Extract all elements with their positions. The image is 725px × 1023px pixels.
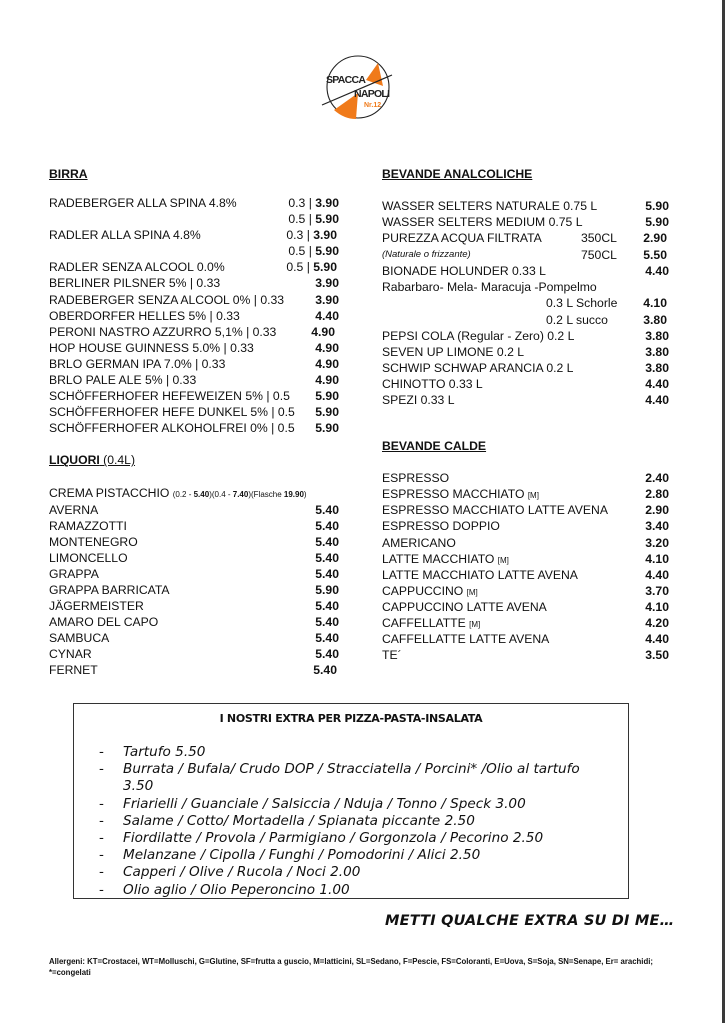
menu-item [49, 550, 339, 566]
menu-item [49, 227, 339, 243]
menu-item [49, 324, 339, 340]
item-price: 4.40 [315, 308, 339, 323]
milk-tag: [M] [497, 555, 509, 565]
item-price: 4.40 [645, 632, 669, 647]
menu-item [382, 328, 669, 344]
extra-text: Tartufo 5.50 [123, 744, 206, 760]
item-price: 2.90 [643, 231, 667, 246]
item-label: CAFFELLATTE [382, 615, 470, 630]
menu-item [49, 404, 339, 420]
item-name: WASSER SELTERS MEDIUM 0.75 L [382, 215, 583, 230]
menu-item [382, 486, 669, 502]
item-name: GRAPPA [49, 566, 99, 581]
item-size: 750CL [581, 248, 617, 263]
item-price [288, 211, 339, 227]
extra-item [99, 761, 628, 795]
menu-item [382, 279, 669, 295]
item-price: 4.20 [645, 615, 669, 630]
right-column [382, 166, 669, 663]
item-price: 5.90 [315, 389, 339, 404]
item-price: 4.10 [645, 599, 669, 614]
item-price: 5.40 [313, 663, 337, 678]
menu-item [49, 243, 339, 259]
extras-title: I NOSTRI EXTRA PER PIZZA-PASTA-INSALATA [219, 712, 483, 725]
item-size: 0.3 | [288, 196, 316, 210]
extras-list [74, 744, 628, 899]
item-name: BRLO PALE ALE 5% | 0.33 [49, 373, 197, 388]
crema-price-1: 5.40 [193, 490, 210, 500]
menu-item [49, 614, 339, 630]
item-name: SCHÖFFERHOFER ALKOHOLFREI 0% | 0.5 [49, 421, 295, 436]
menu-item [382, 312, 669, 328]
item-price-value: 5.90 [315, 212, 339, 227]
item-name: PUREZZA ACQUA FILTRATA [382, 231, 542, 246]
menu-item [382, 647, 669, 663]
item-name: SEVEN UP LIMONE 0.2 L [382, 344, 525, 359]
crema-size-3: )(Flasche [248, 490, 284, 500]
menu-item [49, 259, 339, 275]
item-name [382, 599, 547, 615]
item-label: LATTE MACCHIATO LATTE AVENA [382, 567, 578, 582]
item-name: AMARO DEL CAPO [49, 615, 159, 630]
menu-item [49, 662, 339, 678]
bullet-dash: - [99, 847, 104, 864]
item-name: CYNAR [49, 647, 92, 662]
item-price: 3.80 [645, 328, 669, 343]
menu-item [49, 630, 339, 646]
item-name: BIONADE HOLUNDER 0.33 L [382, 264, 546, 279]
item-price: 5.90 [645, 199, 669, 213]
menu-item [382, 470, 669, 486]
item-name: SCHÖFFERHOFER HEFEWEIZEN 5% | 0.5 [49, 389, 290, 404]
section-heading-birra: BIRRA [49, 167, 88, 181]
item-label: AMERICANO [382, 535, 456, 550]
item-name: GRAPPA BARRICATA [49, 582, 170, 597]
item-name [382, 647, 402, 663]
item-size: 0.5 | [288, 244, 316, 259]
item-label: LATTE MACCHIATO [382, 551, 498, 566]
menu-item [382, 551, 669, 567]
extra-item [99, 864, 628, 881]
item-name [382, 535, 456, 551]
item-name: Rabarbaro- Mela- Maracuja -Pompelmo [382, 280, 597, 295]
item-price: 3.90 [315, 292, 339, 307]
item-name: WASSER SELTERS NATURALE 0.75 L [382, 199, 598, 213]
item-price: 4.90 [311, 324, 335, 339]
item-name [382, 631, 549, 647]
item-price: 3.80 [645, 360, 669, 375]
crema-size-2: )(0.4 - [209, 490, 233, 500]
item-price: 5.40 [315, 502, 339, 517]
item-price: 4.10 [645, 551, 669, 566]
item-size: 0.3 | [286, 228, 314, 243]
extra-text: Melanzane / Cipolla / Funghi / Pomodorini / Alici 2.50 [123, 847, 481, 864]
logo-text-nr: Nr.12 [364, 102, 382, 109]
menu-item [49, 340, 339, 356]
left-column [49, 166, 339, 679]
menu-item [382, 198, 669, 214]
item-price: 4.40 [645, 376, 669, 391]
liquori-list [49, 502, 339, 679]
extra-text: Salame / Cotto/ Mortadella / Spianata piccante 2.50 [123, 812, 475, 829]
crema-price-2: 7.40 [232, 490, 249, 500]
item-price: 4.40 [645, 264, 669, 279]
item-name: CHINOTTO 0.33 L [382, 376, 483, 391]
extra-text: Olio aglio / Olio Peperoncino 1.00 [123, 881, 350, 898]
item-price: 3.20 [645, 535, 669, 550]
item-name: RADEBERGER ALLA SPINA 4.8% [49, 196, 237, 210]
crema-close: ) [303, 490, 307, 500]
item-size: 0.3 L Schorle [546, 296, 618, 311]
item-name: HOP HOUSE GUINNESS 5.0% | 0.33 [49, 340, 254, 355]
extras-box [73, 703, 629, 899]
item-label: CAPPUCCINO LATTE AVENA [382, 599, 547, 614]
item-price: 5.50 [643, 248, 667, 263]
menu-item [49, 420, 339, 436]
menu-item [49, 518, 339, 534]
item-name [382, 567, 578, 583]
bullet-dash: - [99, 744, 104, 760]
extra-text: Capperi / Olive / Rucola / Noci 2.00 [123, 864, 361, 881]
item-price-value: 3.90 [313, 228, 337, 243]
item-name: PERONI NASTRO AZZURRO 5,1% | 0.33 [49, 324, 277, 339]
item-price: 2.40 [645, 471, 669, 486]
menu-item [49, 534, 339, 550]
bullet-dash: - [99, 812, 104, 829]
item-size: 0.2 L succo [546, 312, 608, 327]
item-name [382, 502, 608, 518]
bullet-dash: - [99, 830, 104, 847]
item-name: SAMBUCA [49, 631, 110, 646]
item-price: 3.80 [643, 312, 667, 327]
item-name: BERLINER PILSNER 5% | 0.33 [49, 276, 221, 291]
menu-item [49, 308, 339, 324]
item-price [288, 195, 339, 211]
item-price: 3.80 [645, 344, 669, 359]
menu-item [382, 631, 669, 647]
item-price: 5.90 [315, 405, 339, 420]
item-label: CAPPUCCINO [382, 583, 467, 598]
item-size: 0.5 | [286, 260, 314, 275]
tagline: METTI QUALCHE EXTRA SU DI ME… [385, 913, 675, 929]
item-name: SCHÖFFERHOFER HEFE DUNKEL 5% | 0.5 [49, 405, 295, 420]
menu-item [49, 275, 339, 291]
item-price: 5.90 [315, 421, 339, 436]
menu-item-crema-pistacchio [49, 485, 339, 501]
item-price: 5.40 [315, 550, 339, 565]
liquori-subtitle: (0.4L) [99, 453, 136, 468]
item-price: 2.90 [645, 503, 669, 518]
item-price [288, 243, 339, 259]
extra-item [99, 882, 628, 899]
item-name: FERNET [49, 663, 98, 678]
item-price: 2.80 [645, 487, 669, 502]
item-price: 3.40 [645, 519, 669, 534]
item-label: ESPRESSO [382, 471, 450, 486]
item-price-value: 5.90 [313, 260, 337, 275]
item-name: BRLO GERMAN IPA 7.0% | 0.33 [49, 356, 226, 371]
item-name: RAMAZZOTTI [49, 518, 127, 533]
item-name: RADEBERGER SENZA ALCOOL 0% | 0.33 [49, 292, 285, 307]
logo-text-spacca: SPACCA [326, 74, 366, 86]
menu-item [49, 388, 339, 404]
extra-text: Friarielli / Guanciale / Salsiccia / Nduja / Tonno / Speck 3.00 [123, 795, 526, 812]
item-name: MONTENEGRO [49, 534, 138, 549]
calde-list [382, 470, 669, 663]
item-price: 4.10 [643, 296, 667, 311]
item-price [286, 259, 337, 275]
birra-list [49, 195, 339, 436]
menu-item [49, 598, 339, 614]
item-name: SPEZI 0.33 L [382, 393, 455, 408]
extra-item [99, 813, 628, 830]
item-name: (Naturale o frizzante) [382, 249, 471, 261]
menu-item [382, 295, 669, 311]
crema-price-3: 19.90 [283, 490, 304, 500]
item-price: 4.90 [315, 340, 339, 355]
item-price: 3.90 [315, 276, 339, 291]
liquori-title: LIQUORI [49, 453, 100, 468]
item-price: 5.40 [315, 518, 339, 533]
menu-item [382, 535, 669, 551]
menu-item [382, 392, 669, 408]
item-price: 4.40 [645, 567, 669, 582]
menu-item [49, 582, 339, 598]
item-label: CAFFELLATTE LATTE AVENA [382, 632, 550, 647]
item-price: 5.40 [315, 647, 339, 662]
menu-item [382, 376, 669, 392]
menu-item [382, 615, 669, 631]
bullet-dash: - [99, 864, 104, 881]
item-name: AVERNA [49, 502, 99, 517]
item-price: 3.50 [645, 648, 669, 663]
analcoliche-list [382, 198, 669, 408]
menu-item [382, 583, 669, 599]
milk-tag: [M] [466, 587, 478, 597]
item-name: LIMONCELLO [49, 550, 128, 565]
item-name: CREMA PISTACCHIO [49, 486, 173, 501]
menu-item [49, 566, 339, 582]
menu-item [49, 646, 339, 662]
item-price: 5.40 [315, 615, 339, 630]
item-price: 5.40 [315, 566, 339, 581]
milk-tag: [M] [527, 491, 539, 501]
extra-text: Fiordilatte / Provola / Parmigiano / Gorgonzola / Pecorino 2.50 [123, 830, 544, 847]
menu-item [382, 344, 669, 360]
bullet-dash: - [99, 881, 104, 898]
item-price: 5.40 [315, 599, 339, 614]
spacca-napoli-logo [320, 49, 396, 125]
item-name [382, 518, 500, 534]
menu-item [382, 567, 669, 583]
menu-item [382, 360, 669, 376]
menu-item [382, 230, 669, 247]
item-price [286, 227, 337, 243]
item-price: 5.90 [645, 215, 669, 230]
item-name: PEPSI COLA (Regular - Zero) 0.2 L [382, 328, 575, 343]
allergens-note: Allergeni: KT=Crostacei, WT=Molluschi, G=Glutine, SF=frutta a guscio, M=latticini, SL=Sedano, F=Pescie, FS=Coloranti, E=Uova, S=Soja, SN=Senape, Er= arachidi; *=congelati [49, 957, 653, 977]
extra-item [99, 847, 628, 864]
item-label: ESPRESSO MACCHIATO [382, 487, 528, 502]
item-size: 350CL [581, 231, 617, 246]
menu-item [49, 195, 339, 211]
section-heading-analcoliche: BEVANDE ANALCOLICHE [382, 167, 533, 181]
bullet-dash: - [99, 795, 104, 812]
item-name [382, 470, 449, 486]
item-price: 3.70 [645, 583, 669, 598]
menu-item [382, 263, 669, 279]
item-label: ESPRESSO MACCHIATO LATTE AVENA [382, 503, 608, 518]
menu-item [382, 599, 669, 615]
extra-item [99, 830, 628, 847]
menu-item [49, 372, 339, 388]
menu-item [49, 356, 339, 372]
crema-size-1: (0.2 - [172, 490, 194, 500]
item-price: 4.90 [315, 356, 339, 371]
item-size: 0.5 | [288, 212, 316, 227]
menu-item [382, 518, 669, 534]
menu-item [382, 502, 669, 518]
item-name: RADLER ALLA SPINA 4.8% [49, 228, 201, 243]
item-name: SCHWIP SCHWAP ARANCIA 0.2 L [382, 360, 574, 375]
section-heading-liquori [49, 452, 339, 468]
item-label: ESPRESSO DOPPIO [382, 519, 500, 534]
item-price: 5.40 [315, 631, 339, 646]
menu-item [49, 502, 339, 518]
logo-text-napoli: NAPOLI [354, 88, 390, 100]
item-name: JÄGERMEISTER [49, 599, 144, 614]
item-label: TE´ [382, 648, 402, 663]
item-price-value: 3.90 [315, 196, 339, 210]
menu-item [382, 214, 669, 230]
section-heading-calde: BEVANDE CALDE [382, 439, 487, 454]
extra-text: Burrata / Bufala/ Crudo DOP / Stracciatella / Porcini* /Olio al tartufo 3.50 [123, 761, 580, 795]
item-name: RADLER SENZA ALCOOL 0.0% [49, 260, 225, 275]
item-price: 5.90 [315, 582, 339, 597]
item-name: OBERDORFER HELLES 5% | 0.33 [49, 308, 240, 323]
item-price: 5.40 [315, 534, 339, 549]
menu-item [49, 292, 339, 308]
item-price-value: 5.90 [315, 244, 339, 259]
extra-item [99, 744, 628, 761]
item-price: 4.40 [645, 393, 669, 408]
menu-item [49, 211, 339, 227]
milk-tag: [M] [469, 619, 481, 629]
menu-item [382, 247, 669, 263]
bullet-dash: - [99, 761, 104, 778]
item-price: 4.90 [315, 373, 339, 388]
extra-item [99, 796, 628, 813]
